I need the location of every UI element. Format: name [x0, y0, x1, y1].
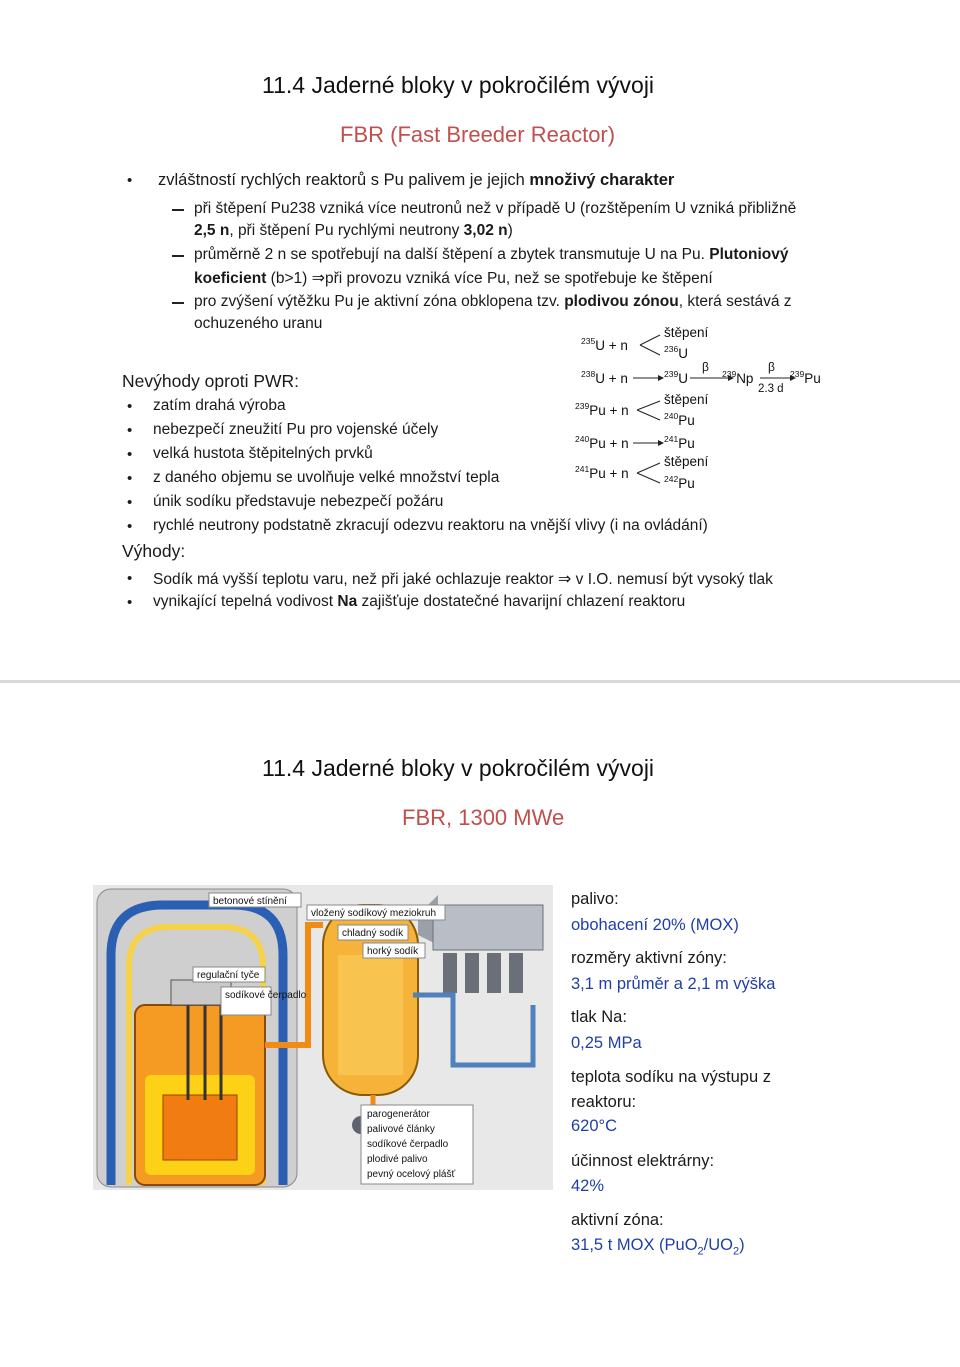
- bullet-dot: •: [127, 570, 133, 587]
- product-pu240: $^{240}$Pu: [664, 411, 695, 428]
- beta-label: β: [768, 360, 775, 374]
- reaction-pu239: $^{239}$Pu + n: [575, 401, 629, 418]
- fission-label: štěpení: [664, 325, 709, 340]
- label-steel-shell: pevný ocelový plášť: [367, 1169, 456, 1180]
- label-concrete-shield: betonové stínění: [213, 896, 287, 907]
- adv1-a: Sodík má vyšší teplotu varu, než při jaké ochlazuje reaktor: [153, 571, 558, 588]
- product-pu241: $^{241}$Pu: [664, 434, 695, 451]
- reactor-illustration: [93, 885, 553, 1190]
- reaction-arrows: [0, 0, 960, 520]
- implies-arrow-icon: ⇒: [557, 571, 572, 588]
- intro-plain: zvláštností rychlých reaktorů s Pu palivem je jejich: [158, 171, 530, 189]
- advantages-heading: Výhody:: [122, 541, 186, 561]
- sub2-bold2: koeficient: [194, 270, 267, 287]
- slide-fbr-overview: [0, 0, 960, 680]
- label-control-rods: regulační tyče: [197, 970, 260, 981]
- page-title: 11.4 Jaderné bloky v pokročilém vývoji: [262, 72, 655, 98]
- bullet-dot: •: [127, 446, 133, 463]
- beta-label: β: [702, 360, 709, 374]
- page-subtitle: FBR, 1300 MWe: [402, 805, 565, 830]
- disadvantage-item: nebezpečí zneužití Pu pro vojenské účely: [153, 421, 439, 438]
- label-breeding-fuel: plodivé palivo: [367, 1154, 428, 1165]
- product-u236: $^{236}$U: [664, 344, 688, 361]
- half-life-label: 2.3 d: [758, 383, 784, 395]
- product-np239: $^{239}$Np: [722, 369, 754, 386]
- sub1-end: ): [507, 222, 513, 239]
- bullet-dot: •: [127, 398, 133, 415]
- disadvantage-item: z daného objemu se uvolňuje velké množství tepla: [153, 469, 500, 486]
- advantage-item: [153, 593, 685, 611]
- label-sodium-pump: sodíkové čerpadlo: [225, 990, 307, 1001]
- sub2-plain2: (b>1): [266, 270, 312, 287]
- bullet-dot: •: [127, 470, 133, 487]
- advantage-item: [153, 569, 773, 589]
- sub3-end: , která sestává z: [678, 293, 792, 310]
- sub3-plain: pro zvýšení výtěžku Pu je aktivní zóna obklopena tzv.: [194, 293, 565, 310]
- spec-label: účinnost elektrárny:: [571, 1152, 715, 1170]
- bullet-dot: •: [127, 518, 133, 535]
- sub2-rest: při provozu vzniká více Pu, než se spotřebuje ke štěpení: [325, 270, 713, 287]
- page-subtitle: FBR (Fast Breeder Reactor): [340, 122, 616, 147]
- product-u239: $^{239}$U: [664, 369, 688, 386]
- spec-label: palivo:: [571, 890, 619, 908]
- sub1-bold2: 3,02 n: [463, 222, 508, 239]
- spec-label: rozměry aktivní zóny:: [571, 949, 727, 967]
- bullet-dot: •: [127, 594, 133, 611]
- reaction-u235: $^{235}$U + n: [581, 336, 628, 353]
- implies-arrow-icon: ⇒: [311, 270, 325, 287]
- label-steam-generator: parogenerátor: [367, 1109, 430, 1120]
- label-intermediate-loop: vložený sodíkový meziokruh: [311, 908, 437, 919]
- spec-value: 31,5 t MOX $(PuO_2/UO_2)$: [571, 1236, 745, 1258]
- reaction-u238: $^{238}$U + n: [581, 369, 628, 386]
- label-cold-sodium: chladný sodík: [342, 928, 404, 939]
- reaction-pu241: $^{241}$Pu + n: [575, 464, 629, 481]
- label-fuel-elements: palivové články: [367, 1124, 435, 1135]
- spec-label: teplota sodíku na výstupu z: [571, 1068, 771, 1086]
- slide-fbr-1300: [0, 683, 960, 1367]
- disadvantage-item: únik sodíku představuje nebezpečí požáru: [153, 493, 444, 510]
- disadvantage-item: rychlé neutrony podstatně zkracují odezvu reaktoru na vnější vlivy (i na ovládání): [153, 517, 708, 534]
- spec-value: 0,25 MPa: [571, 1034, 642, 1052]
- adv2-b: zajišťuje dostatečné havarijní chlazení reaktoru: [357, 593, 686, 610]
- product-pu239: $^{239}$Pu: [790, 369, 821, 386]
- product-pu242: $^{242}$Pu: [664, 474, 695, 491]
- spec-value: 3,1 m průměr a 2,1 m výška: [571, 975, 776, 993]
- sub2-plain: průměrně 2 n se spotřebují na další štěpení a zbytek transmutuje U na Pu.: [194, 246, 710, 263]
- sub3-bold: plodivou zónou: [564, 293, 679, 310]
- disadvantage-item: velká hustota štěpitelných prvků: [153, 445, 373, 462]
- intro-bold: množivý charakter: [529, 171, 675, 189]
- disadvantage-item: zatím drahá výroba: [153, 397, 286, 414]
- spec-value: 42%: [571, 1177, 605, 1195]
- spec-label: tlak Na:: [571, 1008, 627, 1026]
- sub3-line2: ochuzeného uranu: [194, 315, 323, 332]
- sub1-bold1: 2,5 n: [194, 222, 230, 239]
- label-sodium-pump-2: sodíkové čerpadlo: [367, 1139, 449, 1150]
- adv2-bold: Na: [337, 593, 358, 610]
- spec-value: obohacení 20% (MOX): [571, 916, 739, 934]
- sub1-mid: , při štěpení Pu rychlými neutrony: [229, 222, 464, 239]
- page-title: 11.4 Jaderné bloky v pokročilém vývoji: [262, 755, 655, 781]
- reaction-pu240: $^{240}$Pu + n: [575, 434, 629, 451]
- sub1-line1: při štěpení Pu238 vzniká více neutronů než v případě U (rozštěpením U vzniká přibližně: [194, 200, 797, 217]
- spec-label-cont: reaktoru:: [571, 1093, 637, 1111]
- bullet-dot: •: [127, 172, 133, 189]
- fission-label: štěpení: [664, 454, 709, 469]
- bullet-dot: •: [127, 422, 133, 439]
- sub2-bold: Plutoniový: [709, 246, 789, 263]
- label-hot-sodium: horký sodík: [367, 946, 419, 957]
- spec-label: aktivní zóna:: [571, 1211, 664, 1229]
- fission-label: štěpení: [664, 392, 709, 407]
- spec-value: 620°C: [571, 1117, 618, 1135]
- disadvantages-heading: Nevýhody oproti PWR:: [122, 371, 300, 391]
- adv2-a: vynikající tepelná vodivost: [153, 593, 338, 610]
- adv1-b: v I.O. nemusí být vysoký tlak: [571, 571, 773, 588]
- bullet-dot: •: [127, 494, 133, 511]
- fbr-reactor-diagram: [93, 885, 553, 1190]
